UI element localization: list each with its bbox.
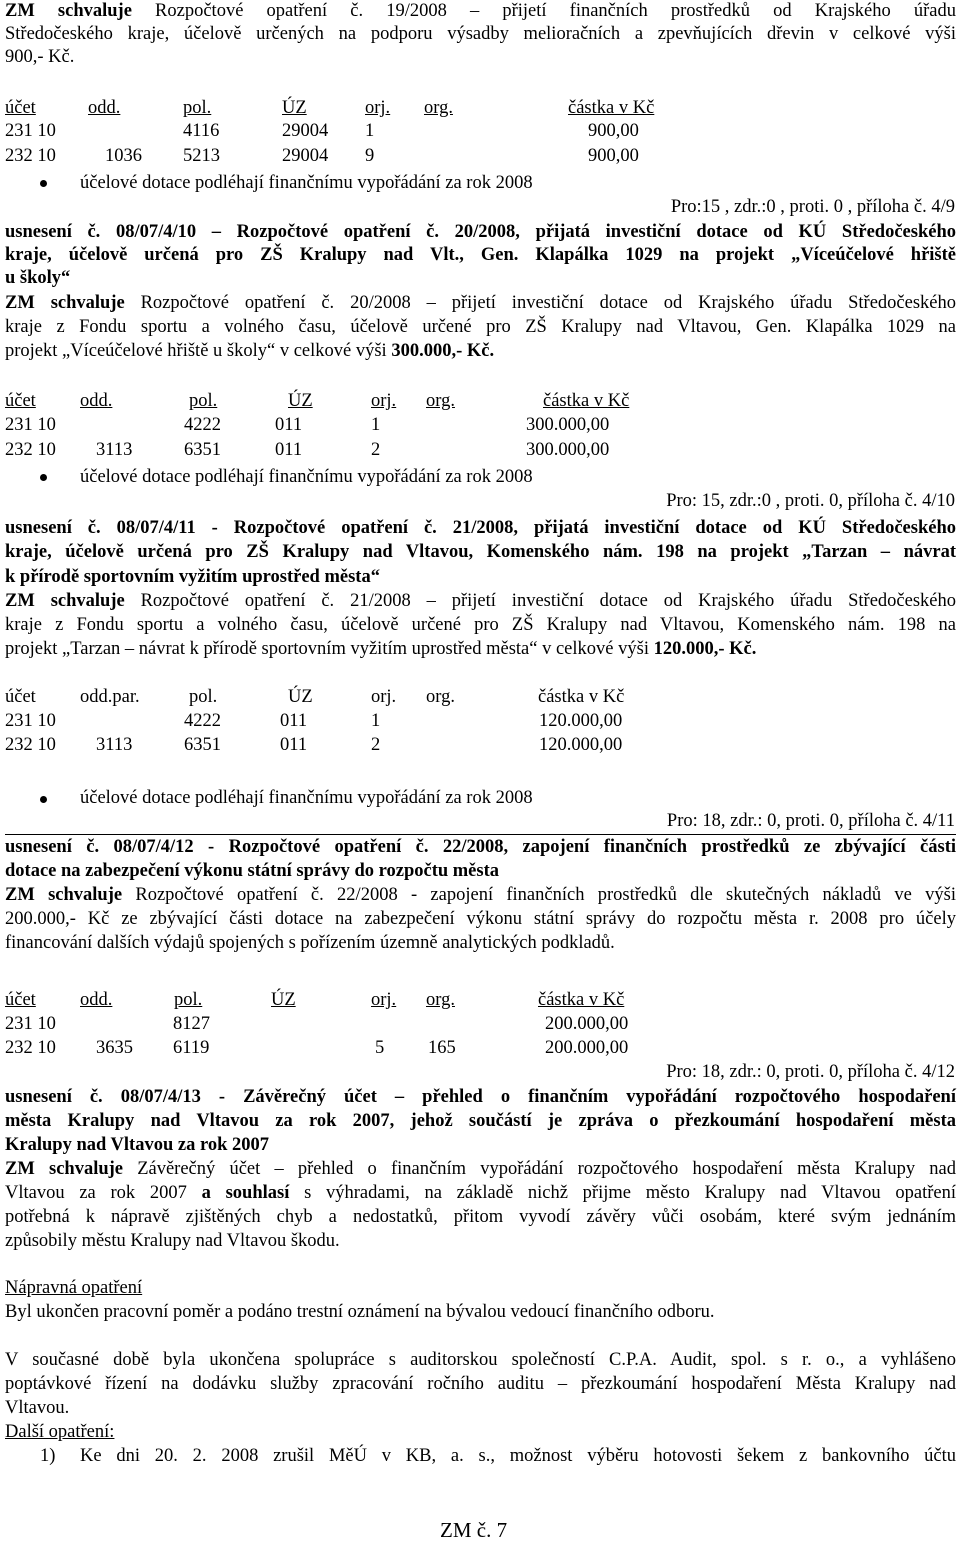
- s5-para-line1: ZM schvaluje Závěrečný účet – přehled o finančním vypořádání rozpočtového hospodaření města Kralupy nad: [5, 1159, 956, 1179]
- s4-title-line2: dotace na zabezpečení výkonu státní správy do rozpočtu města: [5, 861, 500, 881]
- s2-title-line1: usnesení č. 08/07/4/10 – Rozpočtové opatření č. 20/2008, přijatá investiční dotace od KÚ Středočeského: [5, 222, 956, 242]
- s4-para-line2: 200.000,- Kč ze zbývající části dotace na zabezpečení výkonu státní správy do rozpočtu města r. 2008 pro účely: [5, 909, 956, 929]
- s5-para3-line1: V současné době byla ukončena spolupráce s auditorskou společností C.P.A. Audit, spol. s r. o., a vyhlášeno: [5, 1350, 956, 1370]
- s3-bullet-text: účelové dotace podléhají finančnímu vypořádání za rok 2008: [80, 788, 533, 808]
- s2-para-line2: kraje z Fondu sportu a volného času, účelově určené pro ZŠ Kralupy nad Vltavou, Gen. Klapálka 1029 na: [5, 317, 956, 337]
- s5-para3-line3: Vltavou.: [5, 1398, 70, 1418]
- s3-para-line3: projekt „Tarzan – návrat k přírodě sportovním vyžitím uprostřed města“ v celkové výši 120.000,- Kč.: [5, 639, 757, 659]
- s1-para-line2: Středočeského kraje, účelově určených na podporu výsadby melioračních a zpevňujících dřevin v celkové výši: [5, 24, 956, 44]
- s3-table-header: účet odd.par. pol. ÚZ orj. org. částka v Kč: [5, 687, 625, 707]
- s3-title-line2: kraje, účelově určená pro ZŠ Kralupy nad Vltavou, Komenského nám. 198 na projekt „Tarzan – návrat: [5, 542, 956, 562]
- bullet-icon: [40, 796, 47, 803]
- s5-para-line2: Vltavou za rok 2007 a souhlasí s výhradami, na základě nichž přijme město Kralupy nad Vltavou opatření: [5, 1183, 957, 1203]
- s2-bullet-text: účelové dotace podléhají finančnímu vypořádání za rok 2008: [80, 467, 533, 487]
- s3-vote: Pro: 18, zdr.: 0, proti. 0, příloha č. 4/11: [666, 811, 955, 831]
- s2-para-line1: ZM schvaluje Rozpočtové opatření č. 20/2008 – přijetí investiční dotace od Krajského úřadu Středočeského: [5, 293, 956, 313]
- s4-vote: Pro: 18, zdr.: 0, proti. 0, příloha č. 4/12: [666, 1062, 955, 1082]
- s2-vote: Pro: 15, zdr.:0 , proti. 0, příloha č. 4/10: [666, 491, 955, 511]
- s2-table-header: účet odd. pol. ÚZ orj. org. částka v Kč: [5, 391, 630, 411]
- s5-title-line1: usnesení č. 08/07/4/13 - Závěrečný účet – přehled o finančním vypořádání rozpočtového hospodaření: [5, 1087, 956, 1107]
- s4-para-line3: financování dalších výdajů spojených s pořízením územně analytických podkladů.: [5, 933, 615, 953]
- s5-title-line2: města Kralupy nad Vltavou za rok 2007, jehož součástí je zpráva o přezkoumání hospodaření města: [5, 1111, 956, 1131]
- s4-para-line1: ZM schvaluje Rozpočtové opatření č. 22/2008 - zapojení finančních prostředků dle skutečných nákladů ve výši: [5, 885, 956, 905]
- table-row: 232 10 1036 5213 29004 9 900,00: [5, 146, 639, 166]
- list-item-number: 1): [40, 1446, 56, 1466]
- s5-title-line3: Kralupy nad Vltavou za rok 2007: [5, 1135, 270, 1155]
- table-row: 231 10 4222 011 1 120.000,00: [5, 711, 623, 731]
- bullet-icon: [40, 180, 47, 187]
- table-row: 232 10 3113 6351 011 2 120.000,00: [5, 735, 623, 755]
- s5-para-line4: způsobily městu Kralupy nad Vltavou škodu.: [5, 1231, 340, 1251]
- s2-title-line2: kraje, účelově určená pro ZŠ Kralupy nad Vlt., Gen. Klapálka 1029 na projekt „Víceúčelové hřiště: [5, 245, 956, 265]
- table-row: 231 10 4116 29004 1 900,00: [5, 121, 639, 141]
- s3-para-line2: kraje z Fondu sportu a volného času, účelově určené pro ZŠ Kralupy nad Vltavou, Komenského nám. 198 na: [5, 615, 956, 635]
- table-row: 231 10 8127 200.000,00: [5, 1014, 629, 1034]
- s2-para-line3: projekt „Víceúčelové hřiště u školy“ v celkové výši 300.000,- Kč.: [5, 341, 495, 361]
- s5-heading-dalsi: Další opatření:: [5, 1422, 115, 1442]
- table-row: 232 10 3113 6351 011 2 300.000,00: [5, 440, 610, 460]
- s2-title-line3: u školy“: [5, 268, 71, 288]
- bullet-icon: [40, 474, 47, 481]
- section-divider: [5, 834, 956, 835]
- table-row: 231 10 4222 011 1 300.000,00: [5, 415, 610, 435]
- s3-title-line3: k přírodě sportovním vyžitím uprostřed města“: [5, 567, 380, 587]
- list-item-text: Ke dni 20. 2. 2008 zrušil MěÚ v KB, a. s., možnost výběru hotovosti šekem z bankovního účtu: [80, 1446, 956, 1466]
- s5-heading-napravna: Nápravná opatření: [5, 1278, 143, 1298]
- s1-bullet-text: účelové dotace podléhají finančnímu vypořádání za rok 2008: [80, 173, 533, 193]
- s4-title-line1: usnesení č. 08/07/4/12 - Rozpočtové opatření č. 22/2008, zapojení finančních prostředků ze zbývající části: [5, 837, 956, 857]
- s5-para2: Byl ukončen pracovní poměr a podáno trestní oznámení na bývalou vedoucí finančního odboru.: [5, 1302, 715, 1322]
- s1-para-line3: 900,- Kč.: [5, 47, 75, 67]
- page-footer: ZM č. 7: [440, 1518, 508, 1542]
- s4-table-header: účet odd. pol. ÚZ orj. org. částka v Kč: [5, 990, 625, 1010]
- s3-title-line1: usnesení č. 08/07/4/11 - Rozpočtové opatření č. 21/2008, přijatá investiční dotace od KÚ Středočeského: [5, 518, 956, 538]
- s1-table-header: účet odd. pol. ÚZ orj. org. částka v Kč: [5, 98, 655, 118]
- s5-para3-line2: poptávkové řízení na dodávku služby zpracování ročního auditu – přezkoumání hospodaření Města Kralupy nad: [5, 1374, 956, 1394]
- s1-vote: Pro:15 , zdr.:0 , proti. 0 , příloha č. 4/9: [670, 197, 955, 217]
- s3-para-line1: ZM schvaluje Rozpočtové opatření č. 21/2008 – přijetí investiční dotace od Krajského úřadu Středočeského: [5, 591, 956, 611]
- s1-para-line1: ZM schvaluje Rozpočtové opatření č. 19/2008 – přijetí finančních prostředků od Krajského úřadu: [5, 1, 956, 21]
- table-row: 232 10 3635 6119 5 165 200.000,00: [5, 1038, 629, 1058]
- s5-para-line3: potřebná k nápravě zjištěných chyb a nedostatků, přitom vyvodí závěry vůči osobám, které svým jednáním: [5, 1207, 956, 1227]
